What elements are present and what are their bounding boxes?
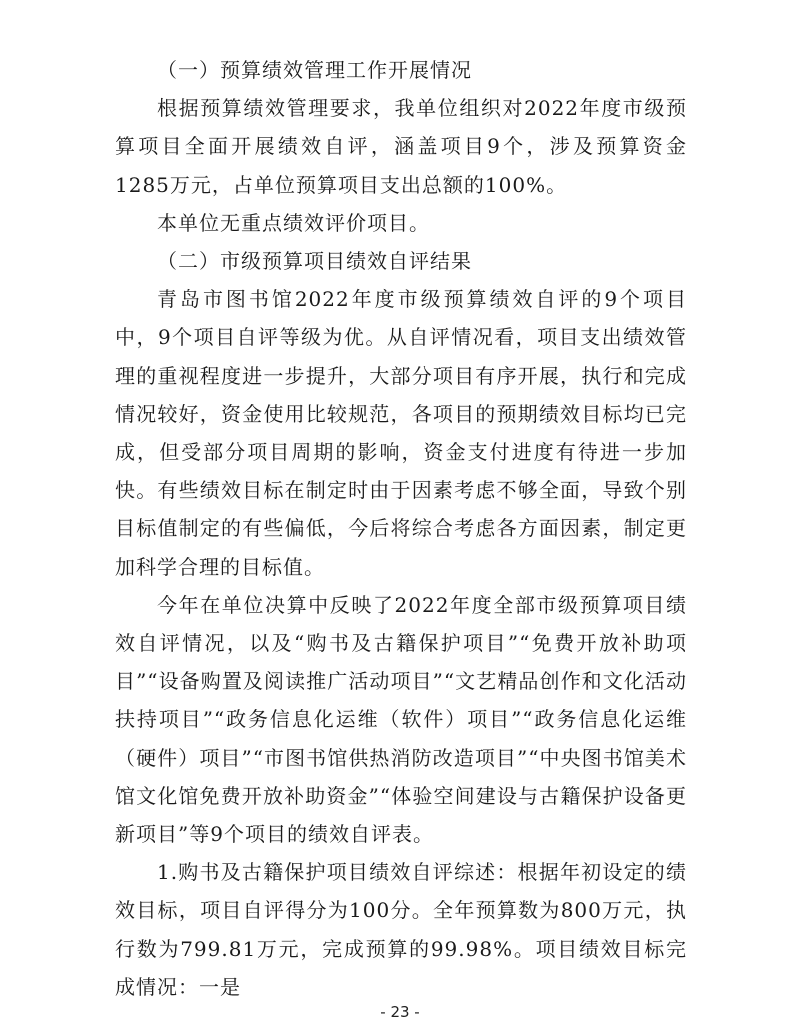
paragraph-book-purchase-summary: 1.购书及古籍保护项目绩效自评综述：根据年初设定的绩效目标，项目自评得分为100分。全年预算数为800万元，执行数为799.81万元，完成预算的99.98%。项目绩效目标完成情况：一是	[115, 860, 687, 999]
section-heading-2: （二）市级预算项目绩效自评结果	[157, 249, 472, 274]
paragraph-no-key-projects: 本单位无重点绩效评价项目。	[157, 210, 430, 235]
paragraph-budget-management: 根据预算绩效管理要求，我单位组织对2022年度市级预算项目全面开展绩效自评，涵盖项目9个，涉及预算资金1285万元，占单位预算项目支出总额的100%。	[115, 96, 687, 197]
paragraph-self-evaluation-results: 青岛市图书馆2022年度市级预算绩效自评的9个项目中，9个项目自评等级为优。从自评情况看，项目支出绩效管理的重视程度进一步提升，大部分项目有序开展，执行和完成情况较好，资金使用比较规范，各项目的预期绩效目标均已完成，但受部分项目周期的影响，资金支付进度有待进一步加快。有些绩效目标在制定时由于因素考虑不够全面，导致个别目标值制定的有些偏低，今后将综合考虑各方面因素，制定更加科学合理的目标值。	[115, 287, 687, 579]
paragraph-project-list: 今年在单位决算中反映了2022年度全部市级预算项目绩效自评情况，以及“购书及古籍保护项目”“免费开放补助项目”“设备购置及阅读推广活动项目”“文艺精品创作和文化活动扶持项目”“政务信息化运维（软件）项目”“政务信息化运维（硬件）项目”“市图书馆供热消防改造项目”“中央图书馆美术馆文化馆免费开放补助资金”“体验空间建设与古籍保护设备更新项目”等9个项目的绩效自评表。	[115, 592, 687, 847]
section-heading-1: （一）预算绩效管理工作开展情况	[157, 58, 472, 82]
document-body	[115, 51, 687, 1006]
page-number: - 23 -	[380, 1003, 420, 1021]
